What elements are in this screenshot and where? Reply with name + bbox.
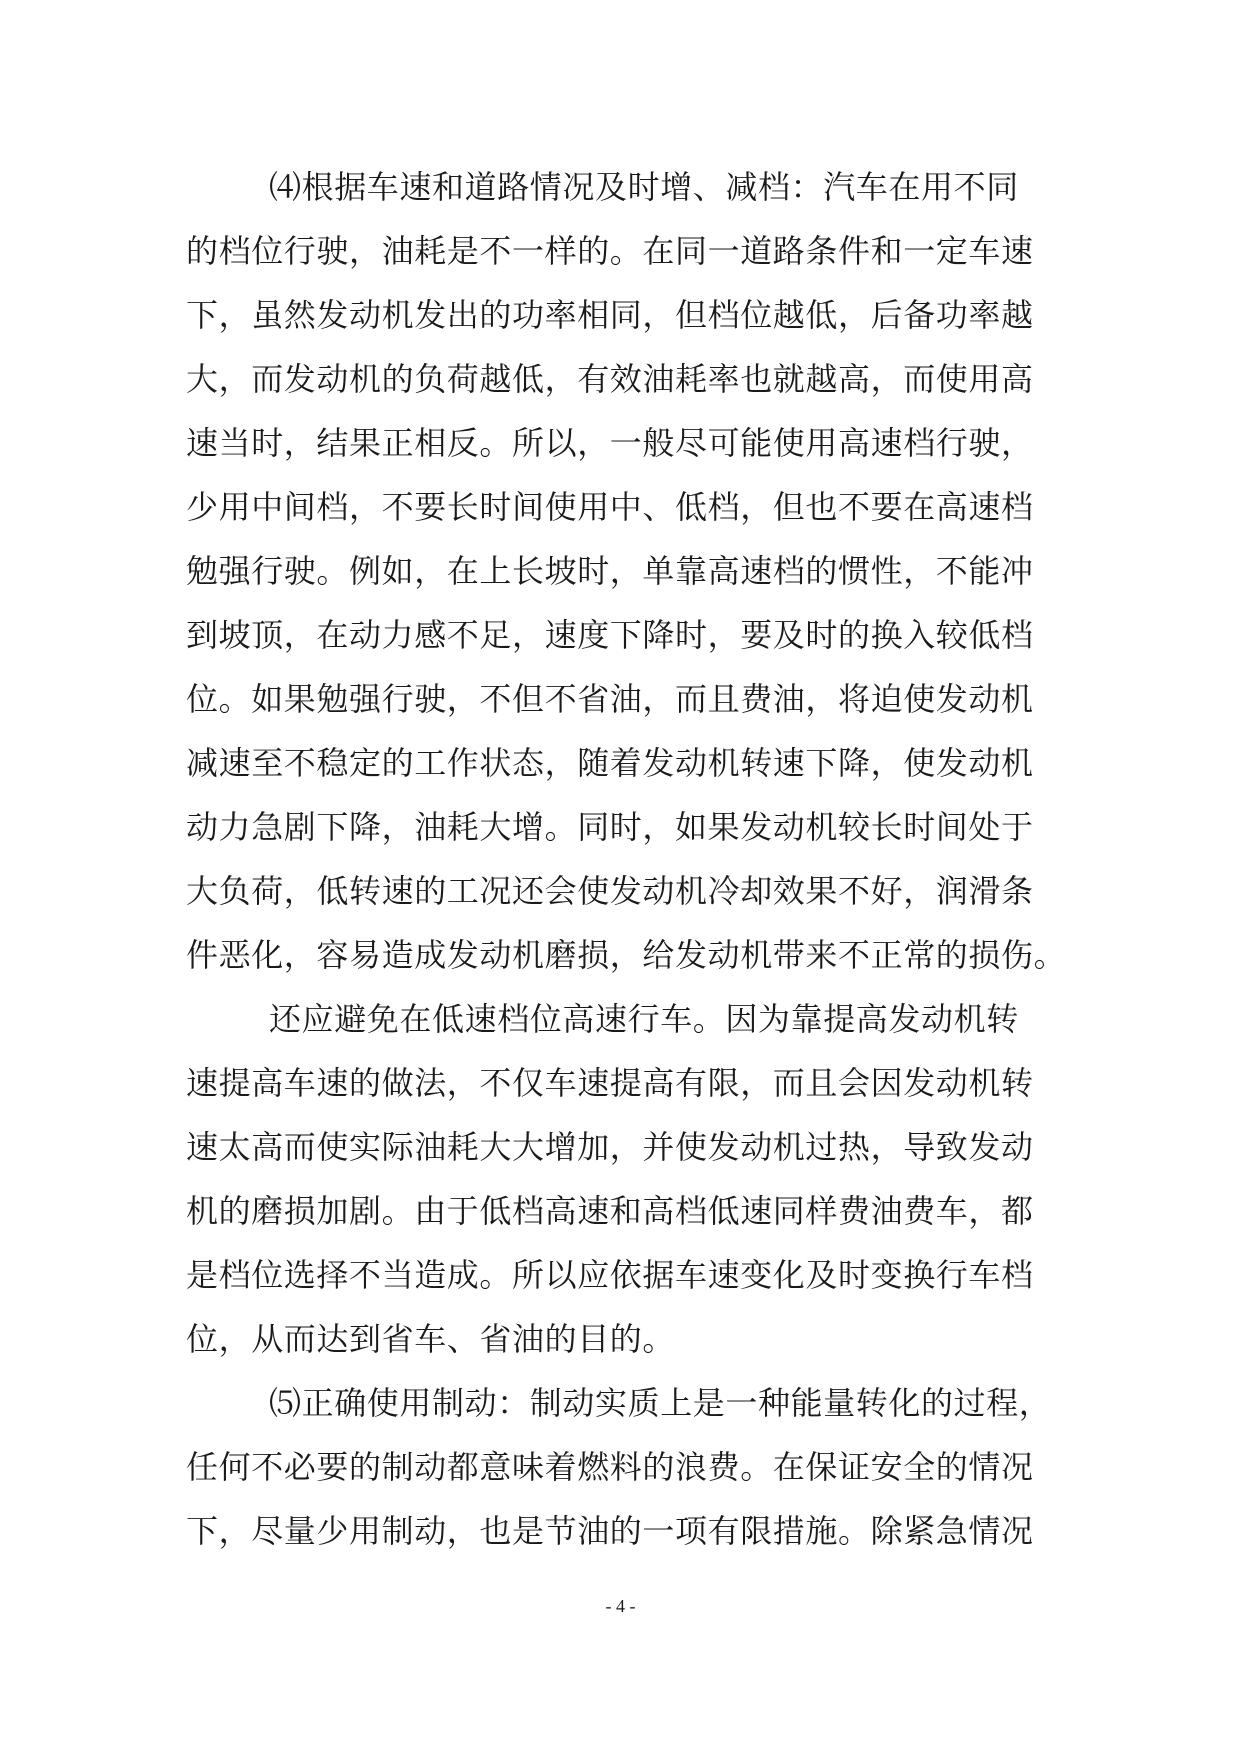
text-line: 件恶化，容易造成发动机磨损，给发动机带来不正常的损伤。 (186, 936, 1067, 974)
body-text (186, 155, 1067, 1563)
text-line: 机的磨损加剧。由于低档高速和高档低速同样费油费车，都 (186, 1192, 1034, 1230)
text-line: 勉强行驶。例如，在上长坡时，单靠高速档的惯性，不能冲 (186, 552, 1034, 590)
text-line: 减速至不稳定的工作状态，随着发动机转速下降，使发动机 (186, 744, 1034, 782)
text-line: 大负荷，低转速的工况还会使发动机冷却效果不好，润滑条 (186, 872, 1034, 910)
text-line: 少用中间档，不要长时间使用中、低档，但也不要在高速档 (186, 488, 1034, 526)
text-line: ⑸正确使用制动：制动实质上是一种能量转化的过程， (269, 1384, 1052, 1422)
text-line: 是档位选择不当造成。所以应依据车速变化及时变换行车档 (186, 1256, 1034, 1294)
text-line: 的档位行驶，油耗是不一样的。在同一道路条件和一定车速 (186, 232, 1034, 270)
text-line: 动力急剧下降，油耗大增。同时，如果发动机较长时间处于 (186, 808, 1034, 846)
text-line: 位，从而达到省车、省油的目的。 (186, 1320, 676, 1358)
text-line: ⑷根据车速和道路情况及时增、减档：汽车在用不同 (269, 168, 1019, 206)
text-line: 速太高而使实际油耗大大增加，并使发动机过热，导致发动 (186, 1128, 1034, 1166)
text-line: 到坡顶，在动力感不足，速度下降时，要及时的换入较低档 (186, 616, 1034, 654)
text-line: 大，而发动机的负荷越低，有效油耗率也就越高，而使用高 (186, 360, 1034, 398)
text-line: 速提高车速的做法，不仅车速提高有限，而且会因发动机转 (186, 1064, 1034, 1102)
text-line: 还应避免在低速档位高速行车。因为靠提高发动机转 (269, 1000, 1019, 1038)
text-line: 任何不必要的制动都意味着燃料的浪费。在保证安全的情况 (186, 1448, 1034, 1486)
text-line: 下，尽量少用制动，也是节油的一项有限措施。除紧急情况 (186, 1512, 1034, 1550)
page-number: - 4 - (605, 1596, 636, 1616)
text-line: 速当时，结果正相反。所以，一般尽可能使用高速档行驶， (186, 424, 1034, 462)
text-line: 下，虽然发动机发出的功率相同，但档位越低，后备功率越 (186, 296, 1034, 334)
text-line: 位。如果勉强行驶，不但不省油，而且费油，将迫使发动机 (186, 680, 1034, 718)
